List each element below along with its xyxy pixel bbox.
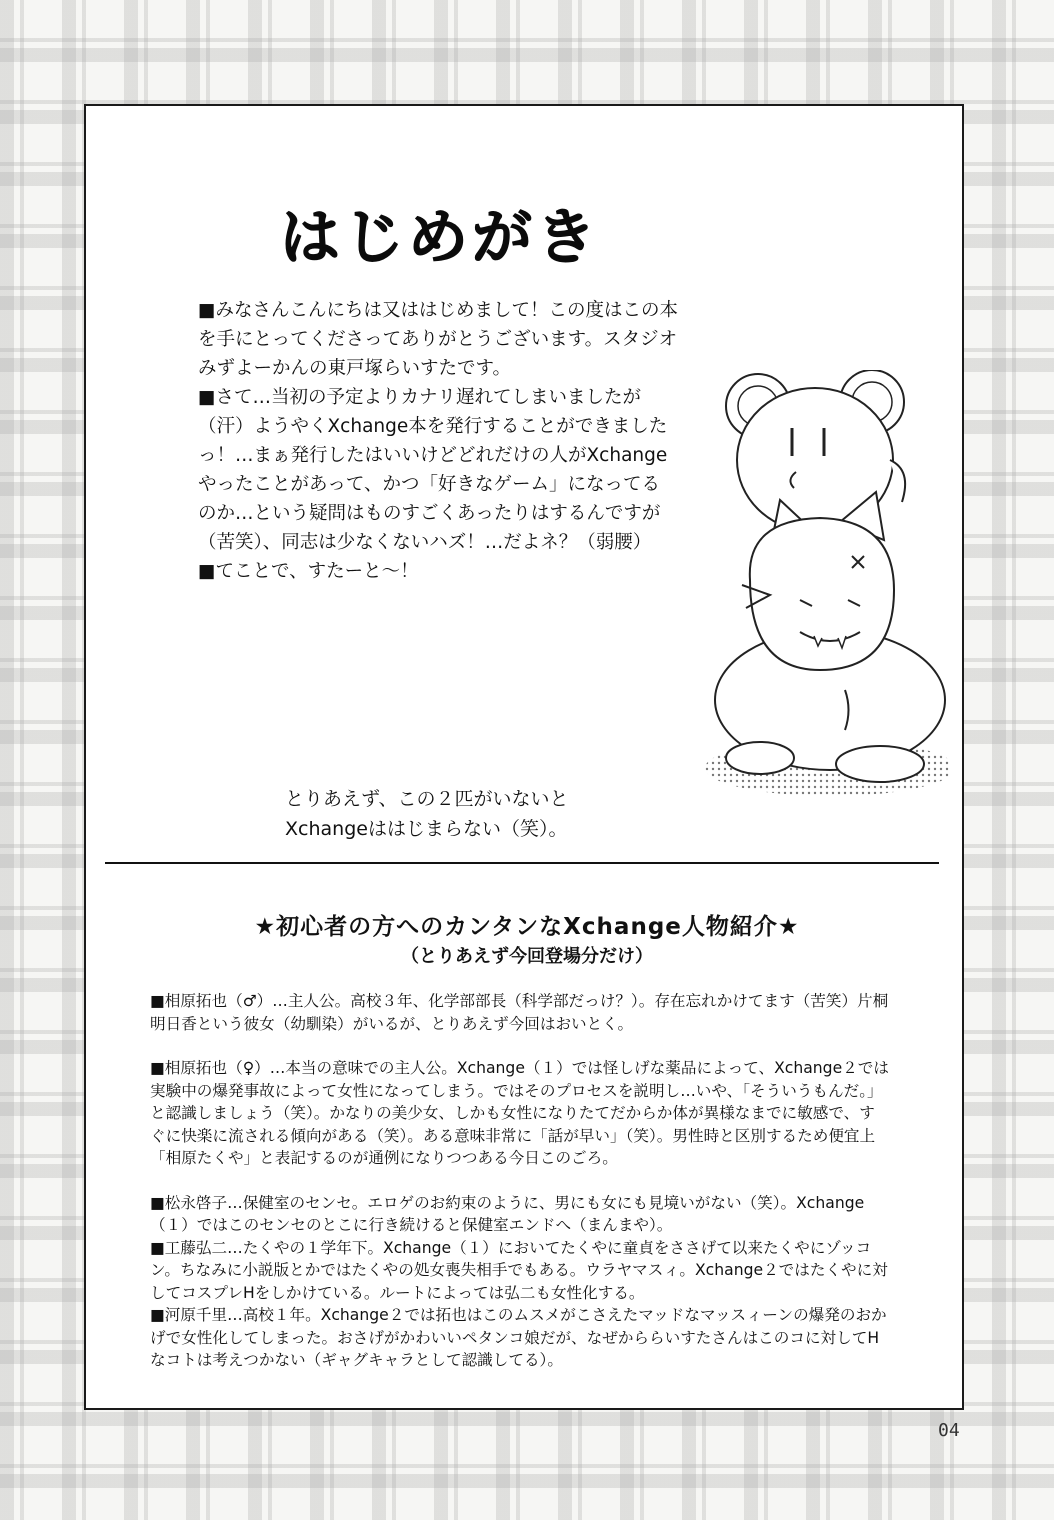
mascot-characters-icon bbox=[680, 370, 950, 800]
intro-paragraph: ■てことで、すたーと～！ bbox=[198, 561, 419, 582]
illustration-caption bbox=[285, 784, 568, 844]
profile-item: ■相原拓也（♀）…本当の意味での主人公。Xchange（１）では怪しげな薬品によって、Xchange２では実験中の爆発事故によって女性になってしまう。ではそのプロセスを説明し…いや、「そういうもんだ。」と認識しましょう（笑）。かなりの美少女、しかも女性になりたてだからか体が異様なまでに敏感で、すぐに快楽に流される傾向がある（笑）。ある意味非常に「話が早い」（笑）。男性時と区別するため便宜上「相原たくや」と表記するのが通例になりつつある今日このごろ。 bbox=[150, 1059, 889, 1167]
page-title: はじめがき bbox=[280, 203, 600, 273]
intro-paragraph: ■みなさんこんにちは又ははじめまして！この度はこの本を手にとってくださってありがとうございます。スタジオみずよーかんの東戸塚らいすたです。 bbox=[198, 300, 678, 379]
profile-item: ■工藤弘二…たくやの１学年下。Xchange（１）においてたくやに童貞をささげて以来たくやにゾッコン。ちなみに小説版とかではたくやの処女喪失相手でもある。ウラヤマスィ。Xchange２ではたくやに対してコスプレHをしかけている。ルートによっては弘二も女性化する。 bbox=[150, 1238, 888, 1302]
profile-item: ■河原千里…高校１年。Xchange２では拓也はこのムスメがこさえたマッドなマッスィーンの爆発のおかげで女性化してしまった。おさげがかわいいペタンコ娘だが、なぜかららいすたさんはこのコに対してHなコトは考えつかない（ギャグキャラとして認識してる）。 bbox=[150, 1306, 887, 1369]
character-profiles bbox=[150, 990, 890, 1372]
profile-item: ■相原拓也（♂）…主人公。高校３年、化学部部長（科学部だっけ？）。存在忘れかけてます（苦笑）片桐明日香という彼女（幼馴染）がいるが、とりあえず今回はおいとく。 bbox=[150, 992, 889, 1033]
caption-line: Xchangeははじまらない（笑）。 bbox=[285, 818, 568, 840]
caption-line: とりあえず、この２匹がいないと bbox=[285, 788, 569, 810]
intro-text bbox=[198, 296, 678, 586]
section-subtitle: （とりあえず今回登場分だけ） bbox=[401, 946, 653, 967]
page-number: 04 bbox=[938, 1420, 960, 1441]
intro-paragraph: ■さて…当初の予定よりカナリ遅れてしまいましたが（汗）ようやくXchange本を発行することができましたっ！…まぁ発行したはいいけどどれだけの人がXchangeやったことがあって、かつ「好きなゲーム」になってるのか…という疑問はものすごくあったりはするんですが（苦笑）、同志は少なくないハズ！…だよネ？（弱腰） bbox=[198, 387, 668, 553]
profile-item: ■松永啓子…保健室のセンセ。エロゲのお約束のように、男にも女にも見境いがない（笑）。Xchange（１）ではこのセンセのとこに行き続けると保健室エンドへ（まんまや）。 bbox=[150, 1193, 865, 1234]
section-title: ★初心者の方へのカンタンなXchange人物紹介★ bbox=[254, 914, 800, 940]
section-divider bbox=[105, 862, 939, 864]
